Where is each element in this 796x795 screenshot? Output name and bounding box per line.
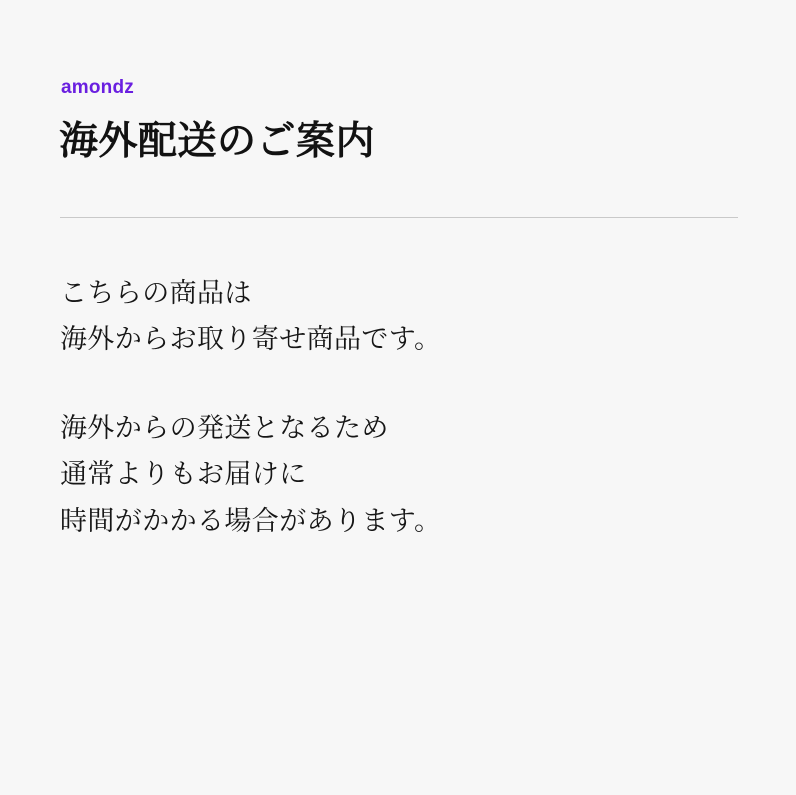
notice-line: 海外からお取り寄せ商品です。 [60,324,442,355]
amondz-logo: amondz [61,77,134,98]
page-title: 海外配送のご案内 [59,120,376,163]
notice-line: 海外からの発送となるため [60,412,389,443]
notice-line: 通常よりもお届けに [60,459,307,490]
notice-body [60,270,736,544]
notice-line: こちらの商品は [60,278,252,309]
notice-line: 時間がかかる場合があります。 [60,505,442,536]
title-divider [60,217,738,218]
paragraph-delivery-time-notice [60,405,736,544]
paragraph-origin-notice [60,270,736,363]
